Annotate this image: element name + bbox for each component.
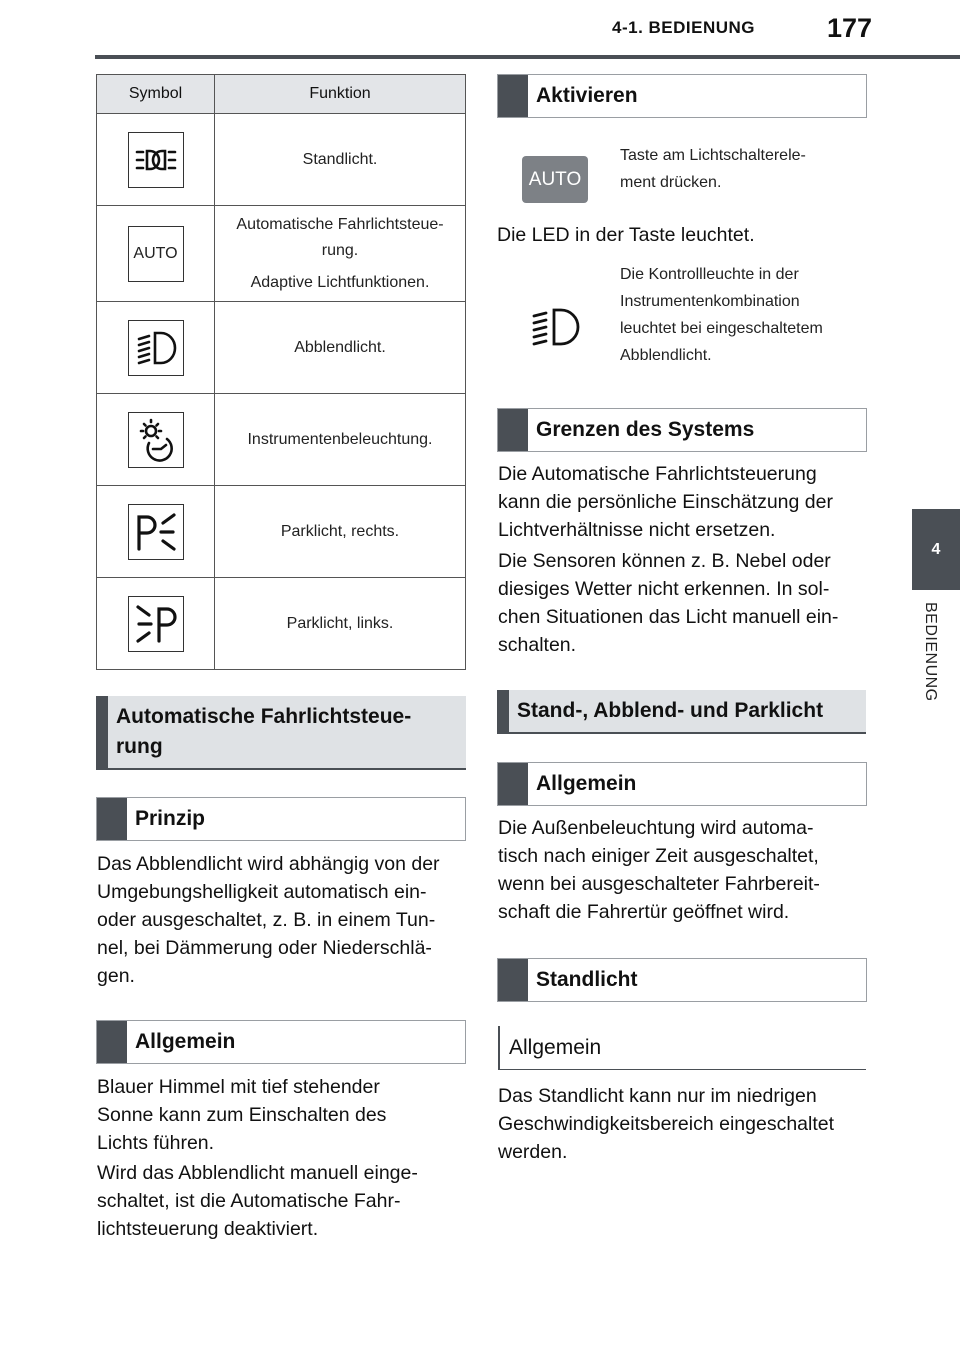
heading-allgemein-right: Allgemein (497, 762, 867, 806)
table-row (97, 114, 466, 206)
instrument-lighting-icon (128, 412, 184, 468)
function-cell: Parklicht, links. (215, 578, 466, 670)
heading-grenzen-des-systems: Grenzen des Systems (497, 408, 867, 452)
column-header-function: Funktion (215, 75, 466, 114)
section-heading-automatische-fahrlichtsteuerung: Automatische Fahrlichtsteue- rung (96, 696, 466, 770)
allgemein-paragraph-1: Blauer Himmel mit tief stehender Sonne kann zum Einschalten des Lichts führen. (97, 1076, 387, 1154)
chapter-title: 4-1. BEDIENUNG (612, 18, 756, 37)
low-beam-icon (128, 320, 184, 376)
header-divider (95, 55, 960, 59)
chapter-tab-label: BEDIENUNG (922, 602, 939, 702)
table-row (97, 486, 466, 578)
table-row (97, 302, 466, 394)
column-header-symbol: Symbol (97, 75, 215, 114)
grenzen-paragraph-2: Die Sensoren können z. B. Nebel oder diesiges Wetter nicht erkennen. In sol- chen Situationen das Licht manuell ein- schalten. (498, 550, 839, 656)
led-text: Die LED in der Taste leuchtet. (497, 224, 755, 246)
heading-aktivieren: Aktivieren (497, 74, 867, 118)
function-cell: Instrumentenbeleuchtung. (215, 394, 466, 486)
function-line: Automatische Fahrlichtsteue- (236, 215, 444, 233)
heading-allgemein-left: Allgemein (96, 1020, 466, 1064)
parking-light-left-icon (128, 596, 184, 652)
allgemein-right-paragraph: Die Außenbeleuchtung wird automa- tisch nach einiger Zeit ausgeschaltet, wenn bei ausgeschalteter Fahrbereit- schaft die Fahrertür geöffnet wird. (498, 817, 820, 923)
kontrollleuchte-text: Die Kontrollleuchte in der Instrumentenkombination leuchtet bei eingeschaltetem Abblendlicht. (620, 266, 823, 364)
heading-prinzip: Prinzip (96, 797, 466, 841)
standlicht-paragraph: Das Standlicht kann nur im niedrigen Geschwindigkeitsbereich eingeschaltet werden. (498, 1085, 835, 1163)
table-row (97, 578, 466, 670)
allgemein-paragraph-2: Wird das Abblendlicht manuell einge- schaltet, ist die Automatische Fahr- lichtsteuerung deaktiviert. (97, 1162, 418, 1240)
parking-light-right-icon (128, 504, 184, 560)
symbol-table (96, 74, 466, 670)
function-cell: Standlicht. (215, 114, 466, 206)
auto-text-icon: AUTO (128, 226, 184, 282)
page-number: 177 (827, 13, 873, 43)
parking-light-icon (128, 132, 184, 188)
grenzen-paragraph-1: Die Automatische Fahrlichtsteuerung kann die persönliche Einschätzung der Lichtverhältnisse nicht ersetzen. (498, 463, 833, 541)
table-header-row (97, 75, 466, 114)
section-heading-stand-abblend-parklicht: Stand-, Abblend- und Parklicht (497, 690, 866, 734)
prinzip-paragraph: Das Abblendlicht wird abhängig von der Umgebungshelligkeit automatisch ein- oder ausgeschaltet, z. B. in einem Tun- nel, bei Dämmerung oder Niederschlä- gen. (97, 853, 440, 987)
function-cell: Abblendlicht. (215, 302, 466, 394)
auto-button-icon: AUTO (522, 156, 588, 203)
function-cell (215, 206, 466, 302)
table-row (97, 206, 466, 302)
function-line: Adaptive Lichtfunktionen. (250, 273, 430, 291)
function-cell: Parklicht, rechts. (215, 486, 466, 578)
taste-instruction: Taste am Lichtschalterele- ment drücken. (620, 147, 806, 191)
subheading-allgemein: Allgemein (498, 1026, 866, 1070)
chapter-tab: 4 (912, 509, 960, 590)
function-line: rung. (321, 241, 359, 259)
table-row (97, 394, 466, 486)
heading-standlicht: Standlicht (497, 958, 867, 1002)
low-beam-indicator-icon (530, 304, 582, 356)
